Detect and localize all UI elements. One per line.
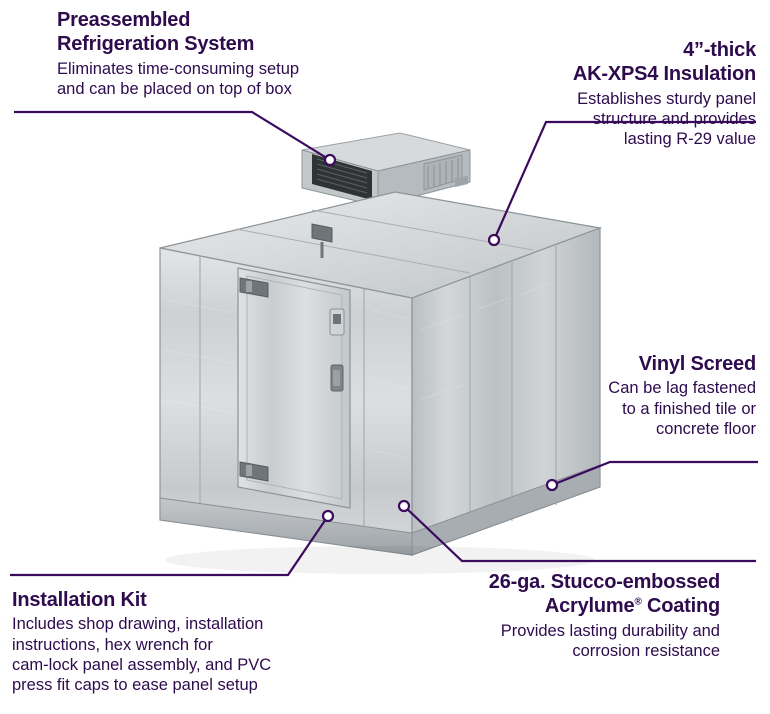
callout-coating-body: Provides lasting durability and corrosion resistance [500, 621, 720, 660]
callout-insulation-title: 4”-thick AK-XPS4 Insulation [572, 39, 756, 86]
callout-installation-kit-body: Includes shop drawing, installation instructions, hex wrench for cam-lock panel assembly, and PVC press fit caps to ease panel setup [12, 615, 272, 694]
callout-vinyl-screed-body: Can be lag fastened to a finished tile or concrete floor [608, 379, 756, 438]
callout-preassembled [57, 8, 357, 99]
callout-preassembled-title: Preassembled Refrigeration System [57, 9, 255, 56]
callout-insulation [468, 38, 756, 149]
callout-coating-title-line2: Acrylume® Coating [544, 595, 720, 618]
callout-vinyl-screed-title: Vinyl Screed [638, 353, 756, 375]
callout-insulation-body: Establishes sturdy panel structure and provides lasting R-29 value [577, 89, 756, 149]
registered-trademark-symbol: ® [634, 596, 642, 608]
callout-installation-kit [12, 588, 342, 695]
callout-vinyl-screed [500, 352, 756, 439]
callout-coating-title: 26-ga. Stucco-embossed Acrylume® Coating [400, 570, 720, 619]
callout-coating [400, 570, 720, 661]
callout-installation-kit-title: Installation Kit [12, 589, 147, 611]
callout-preassembled-body: Eliminates time-consuming setup and can be placed on top of box [57, 59, 300, 98]
